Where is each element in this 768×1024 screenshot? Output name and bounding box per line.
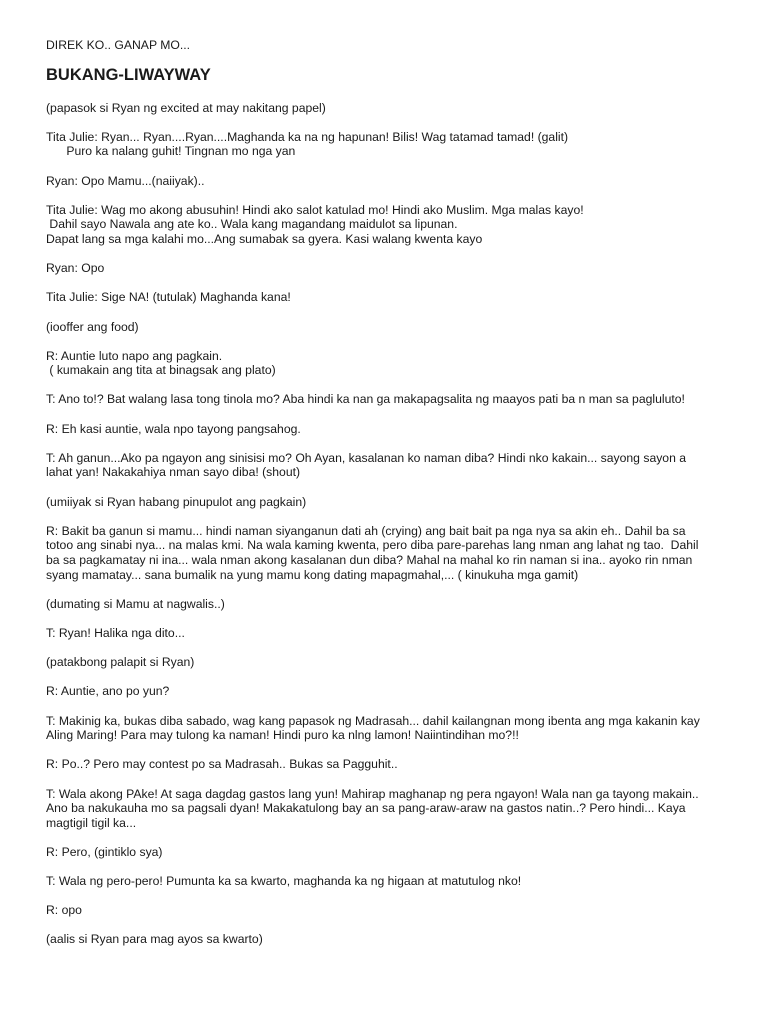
script-line: R: opo (46, 903, 82, 918)
script-line: Puro ka nalang guhit! Tingnan mo nga yan (46, 144, 296, 159)
script-paragraph (46, 655, 748, 670)
script-line: R: Po..? Pero may contest po sa Madrasah.. Bukas sa Pagguhit.. (46, 757, 398, 772)
script-paragraph (46, 932, 748, 947)
script-paragraph (46, 524, 748, 582)
script-paragraph (46, 626, 748, 641)
script-line: magtigil tigil ka... (46, 815, 137, 830)
script-paragraph (46, 101, 748, 116)
script-paragraph (46, 422, 748, 437)
script-paragraph (46, 130, 748, 159)
script-line: Aling Maring! Para may tulong ka naman! Hindi puro ka nlng lamon! Naiintindihan mo?!! (46, 728, 519, 743)
script-line: (dumating si Mamu at nagwalis..) (46, 596, 225, 611)
script-paragraph (46, 203, 748, 247)
script-paragraph (46, 392, 748, 407)
script-line: Dapat lang sa mga kalahi mo...Ang sumabak sa gyera. Kasi walang kwenta kayo (46, 231, 483, 246)
script-page (46, 38, 748, 962)
script-line: ( kumakain ang tita at binagsak ang plato) (46, 363, 276, 378)
script-line: ba sa pagkamatay ni ina... wala nman akong kasalanan dun diba? Mahal na mahal ko rin naman si ina.. ayoko rin nman (46, 553, 693, 567)
script-line: Tita Julie: Sige NA! (tutulak) Maghanda kana! (46, 290, 291, 305)
script-line: (aalis si Ryan para mag ayos sa kwarto) (46, 932, 263, 947)
script-paragraph (46, 290, 748, 305)
script-line: Ano ba nakukauha mo sa pagsali dyan! Makakatulong bay an sa pang-araw-araw na gastos natin..? Pero hindi... Kaya (46, 801, 686, 816)
script-line: Dahil sayo Nawala ang ate ko.. Wala kang magandang maidulot sa lipunan. (46, 217, 458, 232)
script-paragraph (46, 495, 748, 510)
script-paragraph (46, 349, 748, 378)
script-line: R: Auntie luto napo ang pagkain. (46, 348, 223, 363)
script-paragraph (46, 903, 748, 918)
script-paragraph (46, 684, 748, 699)
script-line: T: Ah ganun...Ako pa ngayon ang sinisisi mo? Oh Ayan, kasalanan ko naman diba? Hindi nko kakain... sayong sayon a (46, 450, 687, 465)
script-line: Tita Julie: Ryan... Ryan....Ryan....Maghanda ka na ng hapunan! Bilis! Wag tatamad tamad! (galit) (46, 129, 569, 144)
script-paragraph (46, 597, 748, 612)
script-line: T: Ano to!? Bat walang lasa tong tinola mo? Aba hindi ka nan ga makapagsalita ng maayos pati ba n man sa pagluluto! (46, 392, 685, 407)
document-title: BUKANG-LIWAYWAY (46, 65, 211, 84)
script-line: Ryan: Opo (46, 261, 105, 276)
script-body (46, 101, 748, 947)
script-paragraph (46, 714, 748, 743)
script-line: syang mamatay... sana bumalik na yung mamu kong dating mapagmahal,... ( kinukuha mga gamit) (46, 567, 579, 582)
script-paragraph (46, 874, 748, 889)
script-line: R: Eh kasi auntie, wala npo tayong pangsahog. (46, 421, 301, 436)
script-line: lahat yan! Nakakahiya nman sayo diba! (shout) (46, 465, 301, 480)
script-line: totoo ang sinabi nya... na malas kmi. Na wala kaming kwenta, pero diba pare-parehas lang nman ang lahat ng tao. Dahil (46, 538, 699, 553)
script-line: (umiiyak si Ryan habang pinupulot ang pagkain) (46, 494, 307, 509)
script-paragraph (46, 845, 748, 860)
script-line: (iooffer ang food) (46, 319, 139, 334)
script-paragraph (46, 757, 748, 772)
script-line: Tita Julie: Wag mo akong abusuhin! Hindi ako salot katulad mo! Hindi ako Muslim. Mga malas kayo! (46, 202, 584, 217)
script-paragraph (46, 174, 748, 189)
script-paragraph (46, 787, 748, 831)
script-line: T: Makinig ka, bukas diba sabado, wag kang papasok ng Madrasah... dahil kailangnan mong ibenta ang mga kakanin kay (46, 713, 700, 728)
script-line: (papasok si Ryan ng excited at may nakitang papel) (46, 100, 326, 115)
document-header: DIREK KO.. GANAP MO... (46, 38, 191, 52)
script-line: T: Wala ng pero-pero! Pumunta ka sa kwarto, maghanda ka ng higaan at matutulog nko! (46, 874, 522, 889)
script-line: Ryan: Opo Mamu...(naiiyak).. (46, 173, 205, 188)
script-line: (patakbong palapit si Ryan) (46, 655, 195, 670)
script-paragraph (46, 320, 748, 335)
script-line: T: Wala akong PAke! At saga dagdag gastos lang yun! Mahirap maghanap ng pera ngayon! Wala nan ga tayong makain.. (46, 786, 699, 801)
script-line: T: Ryan! Halika nga dito... (46, 625, 185, 640)
script-line: R: Auntie, ano po yun? (46, 684, 170, 699)
script-paragraph (46, 451, 748, 480)
script-paragraph (46, 261, 748, 276)
script-line: R: Pero, (gintiklo sya) (46, 844, 163, 859)
script-line: R: Bakit ba ganun si mamu... hindi naman siyanganun dati ah (crying) ang bait bait pa nga nya sa akin eh.. Dahil ba sa (46, 523, 686, 538)
